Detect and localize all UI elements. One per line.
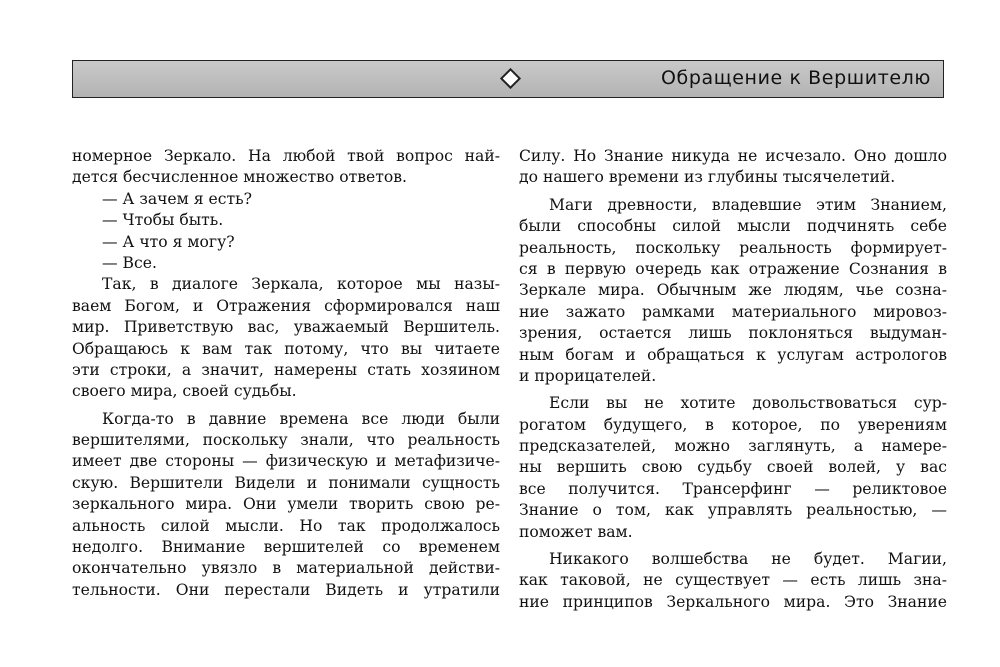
text-line: ваем Богом, и Отражения сформировался наш xyxy=(72,296,500,315)
text-line: Никакого волшебства не будет. Магии, xyxy=(549,550,947,569)
text-line: скую. Вершители Видели и понимали сущность xyxy=(72,473,500,492)
text-line: рогатом будущего, в которое, по уверениям xyxy=(519,415,947,434)
text-line: Силу. Но Знание никуда не исчезало. Оно дошло xyxy=(519,147,947,165)
text-line: — Все. xyxy=(102,253,157,272)
text-line: и прорицателей. xyxy=(519,366,657,385)
text-line: предсказателей, можно заглянуть, а намере- xyxy=(519,437,947,456)
text-line: Когда-то в давние времена все люди были xyxy=(102,409,500,428)
text-line: эти строки, а значит, намерены стать хозяином xyxy=(72,360,500,379)
text-line: вершителями, поскольку знали, что реальность xyxy=(72,431,500,450)
text-line: ние принципов Зеркального мира. Это Знание xyxy=(519,592,947,611)
text-line: как таковой, не существует — есть лишь зна- xyxy=(519,571,947,590)
text-line: окончательно увязло в материальной действи- xyxy=(72,559,500,578)
text-line: номерное Зеркало. На любой твой вопрос най- xyxy=(72,147,500,165)
text-line: зеркального мира. Они умели творить свою ре- xyxy=(72,495,500,514)
text-line: были способны силой мысли подчинять себе xyxy=(519,217,947,236)
text-column-right xyxy=(519,146,947,613)
text-line: Если вы не хотите довольствоваться сур- xyxy=(549,394,947,413)
text-line: дется бесчисленное множество ответов. xyxy=(72,168,408,187)
header-title: Обращение к Вершителю xyxy=(661,67,931,89)
text-line: до нашего времени из глубины тысячелетий. xyxy=(519,168,896,187)
text-line: реальность, поскольку реальность формирует- xyxy=(519,238,947,257)
diamond-icon xyxy=(500,68,521,89)
text-line: ны вершить свою судьбу своей волей, у вас xyxy=(519,458,947,477)
text-line: мир. Приветствую вас, уважаемый Вершитель. xyxy=(72,318,500,337)
text-line: зрения, остается лишь поклоняться выдуман- xyxy=(519,324,947,343)
text-line: ние зажато рамками материального мировоз- xyxy=(519,302,947,321)
text-line: поможет вам. xyxy=(519,522,633,541)
text-line: — А зачем я есть? xyxy=(102,189,252,208)
running-header xyxy=(72,60,944,98)
text-line: Знание о том, как управлять реальностью, — xyxy=(519,501,947,520)
text-line: ным богам и обращаться к услугам астрологов xyxy=(519,345,947,364)
text-line: недолго. Внимание вершителей со временем xyxy=(72,538,500,557)
text-line: все получится. Трансерфинг — реликтовое xyxy=(519,479,947,498)
text-line: — Чтобы быть. xyxy=(102,211,224,230)
text-line: альность силой мысли. Но так продолжалось xyxy=(72,516,500,535)
text-line: Маги древности, владевшие этим Знанием, xyxy=(549,195,947,214)
text-line: — А что я могу? xyxy=(102,232,235,251)
text-line: имеет две стороны — физическую и метафизиче- xyxy=(72,452,500,471)
text-line: своего мира, своей судьбы. xyxy=(72,382,297,401)
text-line: тельности. Они перестали Видеть и утратили xyxy=(72,580,500,599)
text-line: Обращаюсь к вам так потому, что вы читаете xyxy=(72,339,500,358)
text-line: Зеркале мира. Обычным же людям, чье созна- xyxy=(519,281,947,300)
text-column-left xyxy=(72,146,500,601)
text-line: Так, в диалоге Зеркала, которое мы назы- xyxy=(102,275,500,294)
text-line: ся в первую очередь как отражение Сознания в xyxy=(519,259,947,278)
